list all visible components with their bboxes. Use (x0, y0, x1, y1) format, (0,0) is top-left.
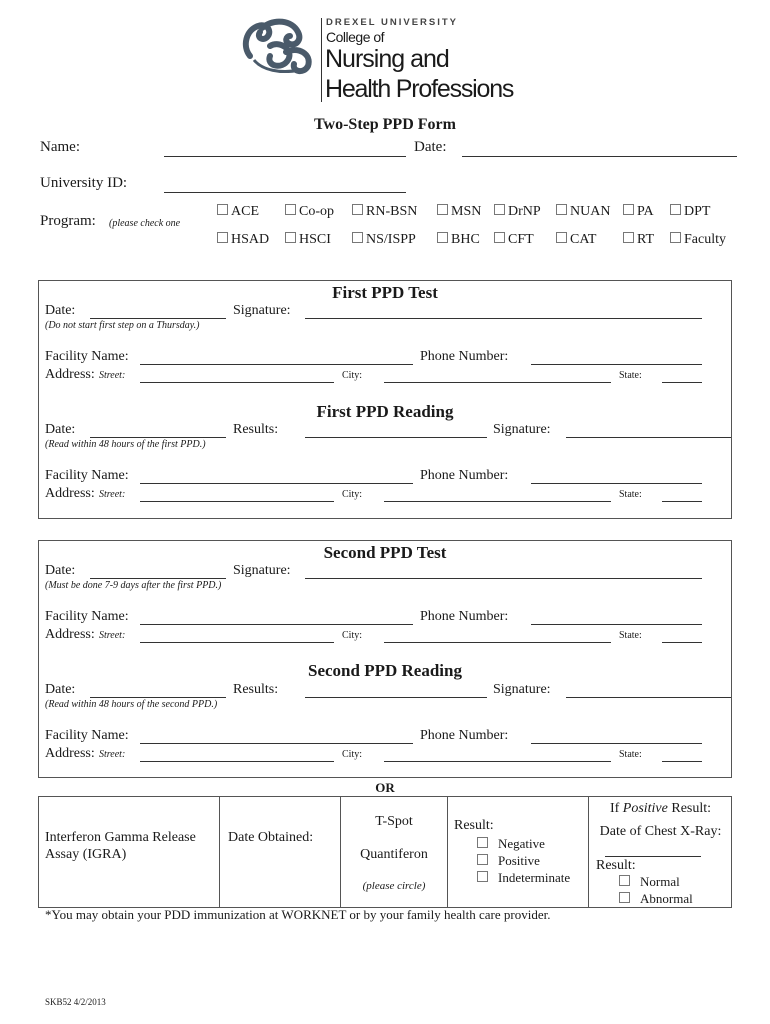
second-reading-title: Second PPD Reading (308, 661, 462, 680)
first-test-title: First PPD Test (332, 283, 438, 302)
university-id-field[interactable] (164, 192, 406, 193)
program-option-label: NUAN (570, 204, 611, 219)
dragon-logo (240, 16, 318, 76)
result-option-indeterminate[interactable] (477, 870, 570, 886)
program-option-label: CAT (570, 232, 597, 247)
first-test-street-label: Street: (99, 370, 126, 381)
first-test-state-label: State: (619, 370, 642, 381)
program-option-label: RN-BSN (366, 204, 418, 219)
second-reading-city-label: City: (342, 749, 363, 760)
xray-option-abnormal[interactable] (619, 891, 693, 907)
first-test-signature-label: Signature: (233, 303, 291, 318)
xray-option-label: Normal (640, 874, 680, 889)
name-label: Name: (40, 139, 80, 155)
second-test-address-label: Address: (45, 627, 95, 642)
program-option-label: RT (637, 232, 655, 247)
checkbox-icon[interactable] (477, 837, 488, 848)
dragon-icon (240, 16, 318, 76)
result-option-label: Negative (498, 836, 545, 851)
checkbox-icon[interactable] (217, 204, 228, 215)
program-option-hsci[interactable] (285, 232, 331, 248)
form-title: Two-Step PPD Form (314, 116, 456, 133)
first-reading-phone-field[interactable] (531, 483, 702, 484)
college-name-1: Nursing and (325, 45, 449, 73)
program-option-label: ACE (231, 204, 259, 219)
first-reading-address-label: Address: (45, 486, 95, 501)
first-test-street-field[interactable] (140, 382, 334, 383)
second-reading-street-field[interactable] (140, 761, 334, 762)
second-reading-phone-label: Phone Number: (420, 728, 509, 743)
program-option-label: DrNP (508, 204, 541, 219)
checkbox-icon[interactable] (352, 232, 363, 243)
program-option-ace[interactable] (217, 204, 259, 220)
first-test-address-label: Address: (45, 367, 95, 382)
program-option-drnp[interactable] (494, 204, 541, 220)
checkbox-icon[interactable] (623, 204, 634, 215)
date-field[interactable] (462, 156, 737, 157)
second-reading-results-field[interactable] (305, 697, 487, 698)
first-test-city-label: City: (342, 370, 363, 381)
option-tspot[interactable]: T-Spot (375, 814, 413, 829)
program-option-coop[interactable] (285, 204, 334, 220)
xray-option-label: Abnormal (640, 891, 693, 906)
first-reading-facility-field[interactable] (140, 483, 413, 484)
xray-result-label: Result: (596, 858, 636, 873)
first-reading-street-label: Street: (99, 489, 126, 500)
college-of: College of (326, 29, 385, 45)
option-quantiferon[interactable]: Quantiferon (360, 847, 428, 862)
program-option-label: PA (637, 204, 654, 219)
logo-divider (321, 18, 322, 102)
second-reading-city-field[interactable] (384, 761, 611, 762)
first-test-date-field[interactable] (90, 318, 226, 319)
program-option-rn-bsn[interactable] (352, 204, 417, 220)
if-positive-word: Positive (622, 801, 668, 816)
second-reading-facility-field[interactable] (140, 743, 413, 744)
checkbox-icon[interactable] (437, 232, 448, 243)
second-test-signature-label: Signature: (233, 563, 291, 578)
if-suffix: Result: (671, 801, 712, 816)
checkbox-icon[interactable] (437, 204, 448, 215)
second-test-facility-field[interactable] (140, 624, 413, 625)
program-option-label: Co-op (299, 204, 334, 219)
first-reading-street-field[interactable] (140, 501, 334, 502)
program-option-label: CFT (508, 232, 534, 247)
second-reading-street-label: Street: (99, 749, 126, 760)
result-option-negative[interactable] (477, 836, 545, 852)
date-obtained-label: Date Obtained: (228, 830, 314, 845)
program-option-label: HSCI (299, 232, 331, 247)
checkbox-icon[interactable] (556, 204, 567, 215)
university-id-label: University ID: (40, 175, 128, 191)
checkbox-icon[interactable] (556, 232, 567, 243)
first-reading-note: (Read within 48 hours of the first PPD.) (45, 439, 206, 450)
program-option-label: BHC (451, 232, 480, 247)
first-reading-phone-label: Phone Number: (420, 468, 509, 483)
checkbox-icon[interactable] (477, 871, 488, 882)
program-label: Program: (40, 213, 96, 229)
result-option-label: Positive (498, 853, 540, 868)
first-reading-signature-field[interactable] (566, 437, 731, 438)
second-test-note: (Must be done 7-9 days after the first PPD.) (45, 580, 222, 591)
checkbox-icon[interactable] (670, 232, 681, 243)
first-reading-city-field[interactable] (384, 501, 611, 502)
program-option-msn[interactable] (437, 204, 481, 220)
first-reading-state-label: State: (619, 489, 642, 500)
checkbox-icon[interactable] (670, 204, 681, 215)
second-test-state-field[interactable] (662, 642, 702, 643)
college-name-2: Health Professions (325, 75, 514, 103)
first-test-facility-label: Facility Name: (45, 349, 129, 364)
program-option-rt[interactable] (623, 232, 654, 248)
first-reading-date-field[interactable] (90, 437, 226, 438)
checkbox-icon[interactable] (494, 204, 505, 215)
first-test-date-label: Date: (45, 303, 76, 318)
first-test-state-field[interactable] (662, 382, 702, 383)
program-option-label: DPT (684, 204, 711, 219)
please-circle-note: (please circle) (362, 880, 426, 892)
checkbox-icon[interactable] (477, 854, 488, 865)
igra-label-2: Assay (IGRA) (45, 847, 127, 862)
checkbox-icon[interactable] (494, 232, 505, 243)
checkbox-icon[interactable] (352, 204, 363, 215)
first-test-note: (Do not start first step on a Thursday.) (45, 320, 200, 331)
program-option-cat[interactable] (556, 232, 596, 248)
second-reading-state-field[interactable] (662, 761, 702, 762)
name-field[interactable] (164, 156, 406, 157)
program-option-label: Faculty (684, 232, 726, 247)
second-reading-signature-label: Signature: (493, 682, 551, 697)
second-reading-state-label: State: (619, 749, 642, 760)
program-option-ns-ispp[interactable] (352, 232, 416, 248)
second-test-city-label: City: (342, 630, 363, 641)
xray-date-label: Date of Chest X-Ray: (599, 824, 722, 839)
if-prefix: If (609, 801, 620, 816)
second-test-signature-field[interactable] (305, 578, 702, 579)
university-name: DREXEL UNIVERSITY (326, 17, 459, 28)
checkbox-icon[interactable] (623, 232, 634, 243)
first-reading-date-label: Date: (45, 422, 76, 437)
xray-option-normal[interactable] (619, 874, 680, 890)
first-reading-facility-label: Facility Name: (45, 468, 129, 483)
second-reading-facility-label: Facility Name: (45, 728, 129, 743)
first-reading-state-field[interactable] (662, 501, 702, 502)
second-test-phone-field[interactable] (531, 624, 702, 625)
first-reading-title: First PPD Reading (316, 402, 454, 421)
first-test-phone-field[interactable] (531, 364, 702, 365)
document-code: SKB52 4/2/2013 (45, 997, 106, 1007)
second-test-date-label: Date: (45, 563, 76, 578)
checkbox-icon[interactable] (285, 232, 296, 243)
second-reading-results-label: Results: (233, 682, 279, 697)
date-label: Date: (414, 139, 447, 155)
second-test-title: Second PPD Test (323, 543, 447, 562)
program-option-nuan[interactable] (556, 204, 610, 220)
checkbox-icon[interactable] (285, 204, 296, 215)
program-option-faculty[interactable] (670, 232, 726, 248)
first-test-facility-field[interactable] (140, 364, 413, 365)
result-option-label: Indeterminate (498, 870, 571, 885)
xray-date-field[interactable] (605, 856, 701, 857)
or-label: OR (375, 780, 395, 795)
first-test-city-field[interactable] (384, 382, 611, 383)
first-test-phone-label: Phone Number: (420, 349, 509, 364)
second-reading-signature-field[interactable] (566, 697, 731, 698)
result-label: Result: (454, 818, 494, 833)
second-test-street-label: Street: (99, 630, 126, 641)
first-reading-signature-label: Signature: (493, 422, 551, 437)
program-option-label: HSAD (231, 232, 270, 247)
program-option-pa[interactable] (623, 204, 654, 220)
result-option-positive[interactable] (477, 853, 540, 869)
first-reading-results-field[interactable] (305, 437, 487, 438)
program-option-bhc[interactable] (437, 232, 480, 248)
first-reading-results-label: Results: (233, 422, 279, 437)
second-reading-phone-field[interactable] (531, 743, 702, 744)
second-test-city-field[interactable] (384, 642, 611, 643)
program-option-cft[interactable] (494, 232, 534, 248)
first-reading-city-label: City: (342, 489, 363, 500)
second-reading-note: (Read within 48 hours of the second PPD.) (45, 699, 218, 710)
program-note: (please check one (109, 218, 181, 229)
program-option-label: MSN (451, 204, 482, 219)
second-reading-date-label: Date: (45, 682, 76, 697)
second-test-state-label: State: (619, 630, 642, 641)
second-test-facility-label: Facility Name: (45, 609, 129, 624)
footnote: *You may obtain your PDD immunization at WORKNET or by your family health care provider. (45, 907, 551, 922)
first-test-signature-field[interactable] (305, 318, 702, 319)
program-option-dpt[interactable] (670, 204, 710, 220)
if-positive-label (589, 801, 732, 817)
program-option-hsad[interactable] (217, 232, 269, 248)
igra-col-divider (219, 796, 220, 908)
second-test-phone-label: Phone Number: (420, 609, 509, 624)
second-test-street-field[interactable] (140, 642, 334, 643)
checkbox-icon[interactable] (217, 232, 228, 243)
program-option-label: NS/ISPP (366, 232, 416, 247)
second-reading-date-field[interactable] (90, 697, 226, 698)
igra-label-1: Interferon Gamma Release (45, 830, 196, 845)
checkbox-icon[interactable] (619, 892, 630, 903)
checkbox-icon[interactable] (619, 875, 630, 886)
second-test-date-field[interactable] (90, 578, 226, 579)
igra-col-divider (447, 796, 448, 908)
second-reading-address-label: Address: (45, 746, 95, 761)
